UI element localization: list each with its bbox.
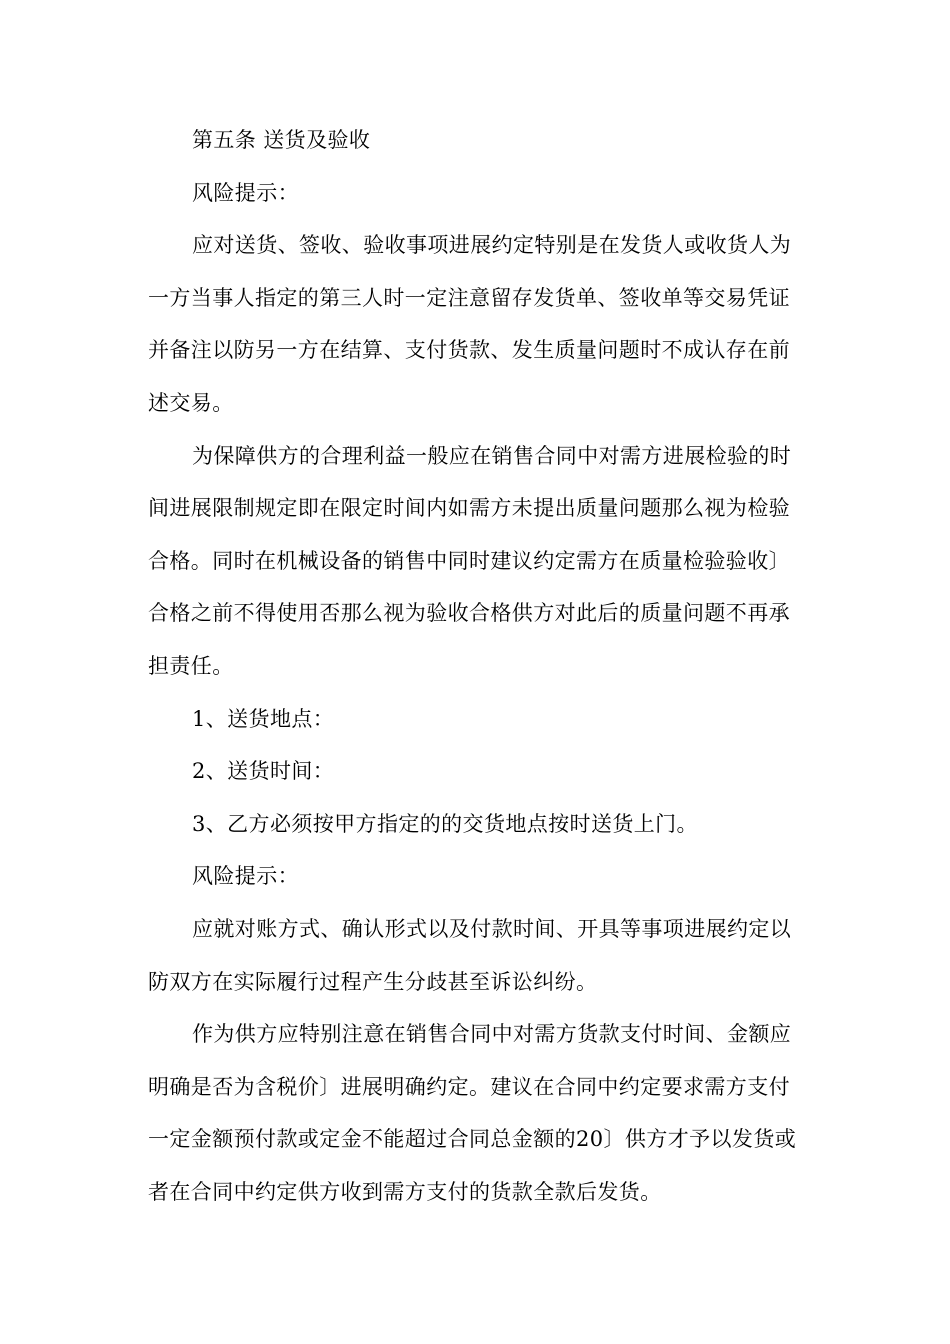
list-item-delivery-obligation: 3、乙方必须按甲方指定的的交货地点按时送货上门。 (192, 811, 698, 836)
risk-notice-label: 风险提示： (192, 864, 299, 889)
article-heading: 第五条 送货及验收 (192, 128, 371, 152)
risk-notice-label: 风险提示： (192, 180, 299, 205)
body-paragraph: 为保障供方的合理利益一般应在销售合同中对需方进展检验的时间进展限制规定即在限定时间内如需方未提出质量问题那么视为检验合格。同时在机械设备的销售中同时建议约定需方在质量检验验收〕合格之前不得使用否那么视为验收合格供方对此后的质量问题不再承担责任。 (148, 443, 792, 678)
list-item-delivery-time: 2、送货时间： (192, 759, 335, 784)
body-paragraph: 作为供方应特别注意在销售合同中对需方货款支付时间、金额应明确是否为含税价〕进展明确约定。建议在合同中约定要求需方支付一定金额预付款或定金不能超过合同总金额的20〕供方才予以发货或者在合同中约定供方收到需方支付的货款全款后发货。 (148, 1022, 797, 1204)
body-paragraph: 应就对账方式、确认形式以及付款时间、开具等事项进展约定以防双方在实际履行过程产生分歧甚至诉讼纠纷。 (148, 916, 792, 994)
body-paragraph: 应对送货、签收、验收事项进展约定特别是在发货人或收货人为一方当事人指定的第三人时一定注意留存发货单、签收单等交易凭证并备注以防另一方在结算、支付货款、发生质量问题时不成认存在前述交易。 (148, 233, 792, 415)
list-item-delivery-location: 1、送货地点： (192, 706, 335, 731)
document-body (148, 114, 798, 1218)
